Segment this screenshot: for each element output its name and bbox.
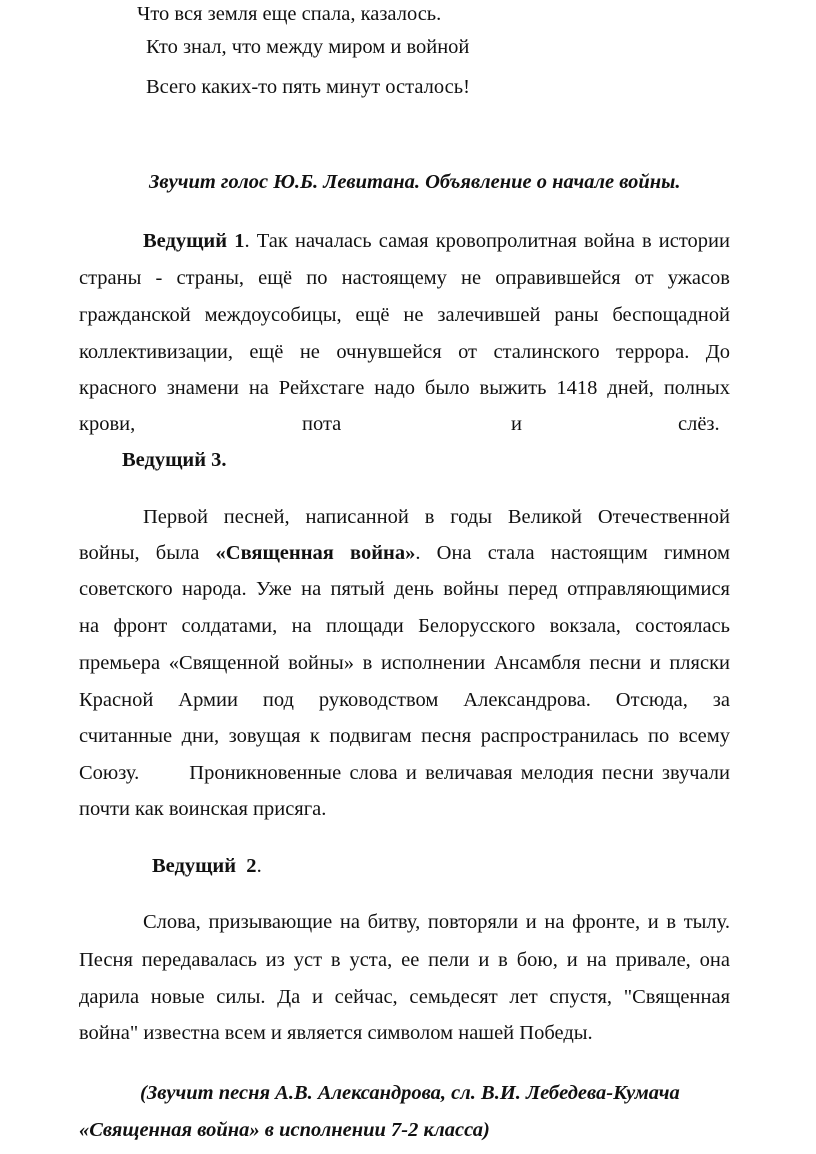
host3-line-start: войны, была xyxy=(79,542,216,564)
host2-label: Ведущий 2 xyxy=(152,855,257,877)
host1-word: крови, xyxy=(79,413,136,435)
host1-line: коллективизации, ещё не очнувшейся от сталинского террора. До xyxy=(79,341,730,363)
host3-line: Союзу. Проникновенные слова и величавая мелодия песни звучали xyxy=(79,762,730,784)
host2-first-line: Слова, призывающие на битву, повторяли и на фронте, и в тылу. xyxy=(143,911,730,933)
host1-first-line xyxy=(143,227,730,255)
host1-label: Ведущий 1 xyxy=(143,230,245,252)
host1-first-line-text: . Так началась самая кровопролитная война в истории xyxy=(244,230,730,252)
stage-direction-song-cont: «Священная война» в исполнении 7-2 класса) xyxy=(79,1119,490,1141)
host1-word: пота xyxy=(302,413,342,435)
host3-line: считанные дни, зовущая к подвигам песня распространилась по всему xyxy=(79,725,730,747)
host1-word: и xyxy=(511,413,522,435)
host3-line-end: . Она стала настоящим гимном xyxy=(415,542,731,564)
host2-last-line: война" известна всем и является символом нашей Победы. xyxy=(79,1022,593,1044)
poem-line-1: Что вся земля еще спала, казалось. xyxy=(137,3,442,25)
host1-line: гражданской междоусобицы, ещё не залечившей раны беспощадной xyxy=(79,304,730,326)
host3-line: советского народа. Уже на пятый день войны перед отправляющимися xyxy=(79,578,730,600)
song-title: «Священная война» xyxy=(215,542,416,564)
host1-line: страны - страны, ещё по настоящему не оправившейся от ужасов xyxy=(79,267,730,289)
host1-line: красного знамени на Рейхстаге надо было выжить 1418 дней, полных xyxy=(79,377,730,399)
host2-line: дарила новые силы. Да и сейчас, семьдесят лет спустя, "Священная xyxy=(79,986,730,1008)
host3-song-line xyxy=(79,539,730,567)
host3-line: премьера «Священной войны» в исполнении Ансамбля песни и пляски xyxy=(79,652,730,674)
host1-word: слёз. xyxy=(678,413,720,435)
host3-label: Ведущий 3. xyxy=(122,449,227,471)
stage-direction-song: (Звучит песня А.В. Александрова, сл. В.И. Лебедева-Кумача xyxy=(140,1082,680,1104)
stage-direction-levitan: Звучит голос Ю.Б. Левитана. Объявление о начале войны. xyxy=(149,171,681,193)
host3-first-line: Первой песней, написанной в годы Великой Отечественной xyxy=(143,506,730,528)
host2-heading xyxy=(152,852,262,880)
host3-line: Красной Армии под руководством Александрова. Отсюда, за xyxy=(79,689,730,711)
host2-label-dot: . xyxy=(256,855,262,877)
host3-line: на фронт солдатами, на площади Белорусского вокзала, состоялась xyxy=(79,615,730,637)
host2-line: Песня передавалась из уст в уста, ее пели и в бою, и на привале, она xyxy=(79,949,730,971)
poem-line-2: Кто знал, что между миром и войной xyxy=(146,36,470,58)
poem-line-3: Всего каких-то пять минут осталось! xyxy=(146,76,470,98)
host3-last-line: почти как воинская присяга. xyxy=(79,798,327,820)
